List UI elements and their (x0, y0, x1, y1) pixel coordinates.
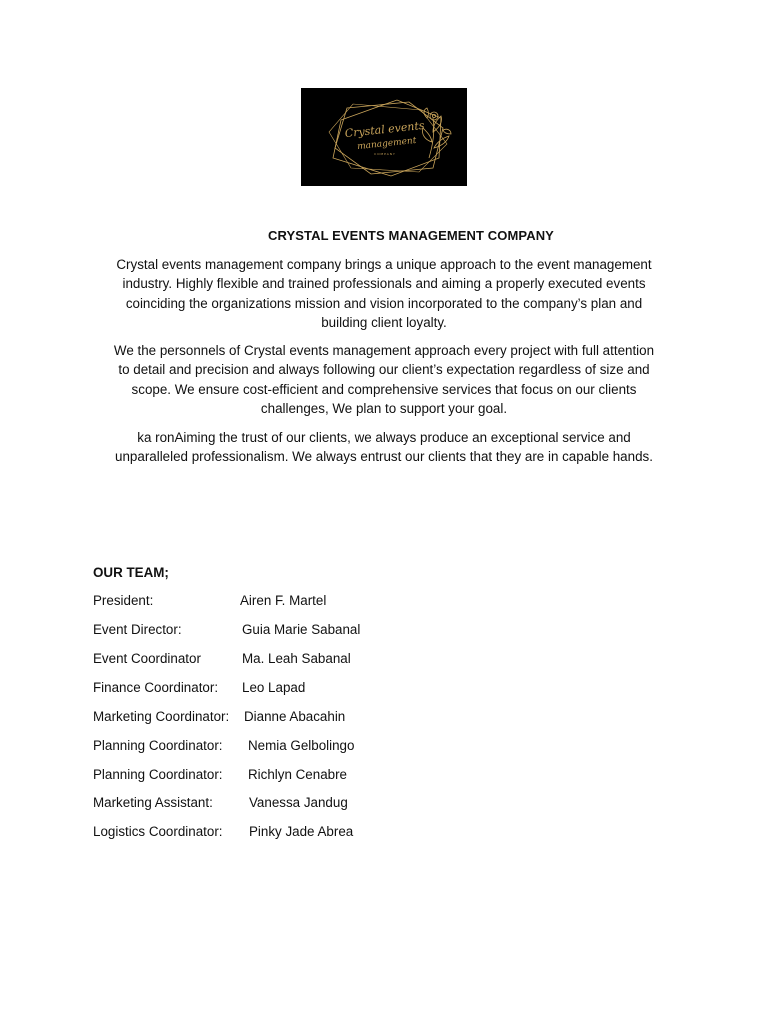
team-name: Guia Marie Sabanal (242, 622, 361, 637)
team-name: Airen F. Martel (240, 593, 327, 608)
document-title: CRYSTAL EVENTS MANAGEMENT COMPANY (268, 228, 554, 243)
logo-line3: COMPANY (374, 152, 396, 156)
paragraph-line: coinciding the organizations mission and vision incorporated to the company’s plan and (125, 295, 643, 311)
team-role: Event Coordinator (93, 651, 201, 666)
logo-line2: management (356, 135, 417, 153)
approach-paragraph (88, 341, 680, 418)
company-logo (301, 88, 467, 186)
team-name: Nemia Gelbolingo (248, 738, 355, 753)
floral-geometric-frame-icon (301, 88, 467, 186)
paragraph-line: to detail and precision and always following our client’s expectation regardless of size and (118, 362, 650, 378)
paragraph-line: challenges, We plan to support your goal. (260, 400, 508, 416)
paragraph-line: unparalleled professionalism. We always entrust our clients that they are in capable hands. (115, 449, 653, 465)
paragraph-line: We the personnels of Crystal events management approach every project with full attention (113, 343, 655, 358)
team-role: Finance Coordinator: (93, 680, 219, 695)
team-role: President: (93, 593, 154, 608)
paragraph-line: Crystal events management company brings a unique approach to the event management (116, 257, 652, 272)
team-heading: OUR TEAM; (93, 565, 169, 580)
team-name: Pinky Jade Abrea (249, 824, 354, 839)
paragraph-line: building client loyalty. (321, 314, 447, 330)
team-role: Marketing Coordinator: (93, 709, 230, 724)
team-role: Planning Coordinator: (93, 738, 223, 753)
team-name: Vanessa Jandug (249, 795, 348, 810)
team-name: Ma. Leah Sabanal (242, 651, 351, 666)
team-name: Dianne Abacahin (244, 709, 346, 724)
intro-paragraph (88, 255, 680, 332)
paragraph-line: ka ronAiming the trust of our clients, we always produce an exceptional service and (137, 430, 631, 445)
team-name: Leo Lapad (242, 680, 306, 695)
team-name: Richlyn Cenabre (248, 767, 347, 782)
paragraph-line: scope. We ensure cost-efficient and comprehensive services that focus on our clients (131, 381, 637, 397)
team-role: Marketing Assistant: (93, 795, 213, 810)
trust-paragraph (88, 428, 680, 467)
team-role: Planning Coordinator: (93, 767, 223, 782)
team-role: Logistics Coordinator: (93, 824, 223, 839)
team-role: Event Director: (93, 622, 182, 637)
logo-line1: Crystal events (344, 118, 426, 141)
paragraph-line: industry. Highly flexible and trained professionals and aiming a properly executed events (122, 276, 646, 292)
